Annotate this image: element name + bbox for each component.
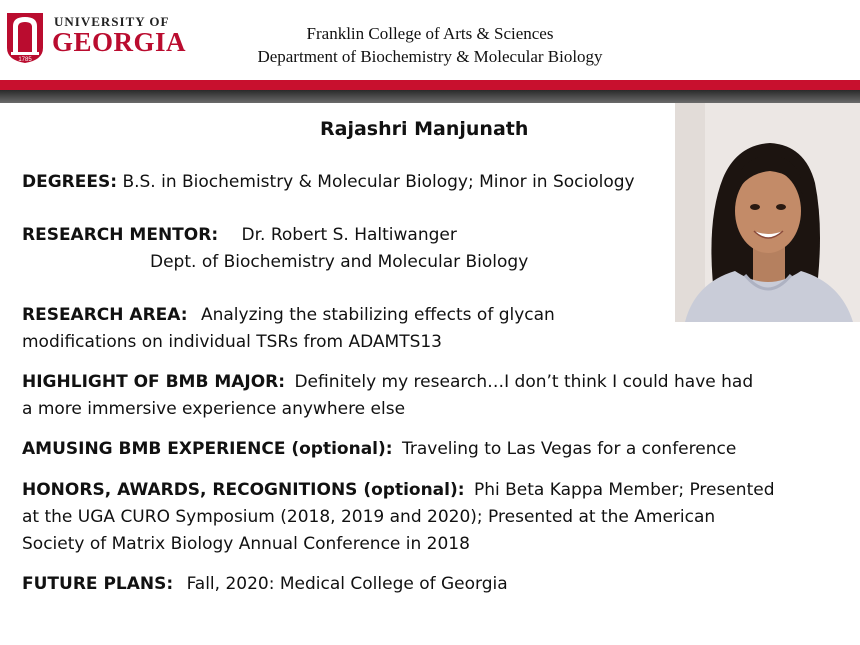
amusing-line — [22, 436, 736, 463]
amusing-value: Traveling to Las Vegas for a conference — [401, 439, 737, 459]
page-header — [0, 0, 860, 80]
research-area-label: RESEARCH AREA: — [22, 305, 188, 325]
arch-shield-icon — [6, 12, 44, 64]
highlight-line — [22, 369, 753, 396]
research-area-value: Analyzing the stabilizing effects of glycan — [200, 305, 555, 325]
amusing-label: AMUSING BMB EXPERIENCE (optional): — [22, 439, 393, 459]
college-name: Franklin College of Arts & Sciences — [306, 24, 554, 43]
future-plans-label: FUTURE PLANS: — [22, 574, 174, 594]
logo-georgia: GEORGIA — [52, 27, 187, 57]
uga-logo — [6, 12, 187, 68]
honors-line3: Society of Matrix Biology Annual Conference in 2018 — [22, 534, 470, 554]
degrees-value: B.S. in Biochemistry & Molecular Biology; Minor in Sociology — [122, 172, 635, 192]
header-red-band — [0, 80, 860, 90]
mentor-name: Dr. Robert S. Haltiwanger — [241, 225, 457, 245]
honors-label: HONORS, AWARDS, RECOGNITIONS (optional): — [22, 480, 465, 500]
future-plans-line — [22, 571, 508, 598]
honors-line2: at the UGA CURO Symposium (2018, 2019 and 2020); Presented at the American — [22, 507, 716, 527]
research-area-line — [22, 302, 555, 329]
highlight-label: HIGHLIGHT OF BMB MAJOR: — [22, 372, 286, 392]
logo-year: 1785 — [18, 57, 32, 63]
honors-line — [22, 477, 775, 504]
research-area-line2: modifications on individual TSRs from ADAMTS13 — [22, 332, 442, 352]
future-plans-value: Fall, 2020: Medical College of Georgia — [186, 574, 508, 594]
mentor-dept: Dept. of Biochemistry and Molecular Biology — [150, 252, 529, 272]
degrees-label: DEGREES: — [22, 172, 118, 192]
header-dark-band — [0, 90, 860, 103]
logo-university-of: UNIVERSITY OF — [54, 14, 170, 29]
student-name: Rajashri Manjunath — [320, 118, 529, 140]
honors-value: Phi Beta Kappa Member; Presented — [473, 480, 775, 500]
highlight-line2: a more immersive experience anywhere else — [22, 399, 406, 419]
mentor-label: RESEARCH MENTOR: — [22, 225, 219, 245]
degrees-line — [22, 169, 635, 196]
highlight-value: Definitely my research…I don’t think I could have had — [294, 372, 754, 392]
department-name: Department of Biochemistry & Molecular Biology — [257, 47, 603, 66]
department-heading — [200, 22, 660, 68]
student-photo — [675, 103, 860, 322]
mentor-line — [22, 222, 457, 249]
